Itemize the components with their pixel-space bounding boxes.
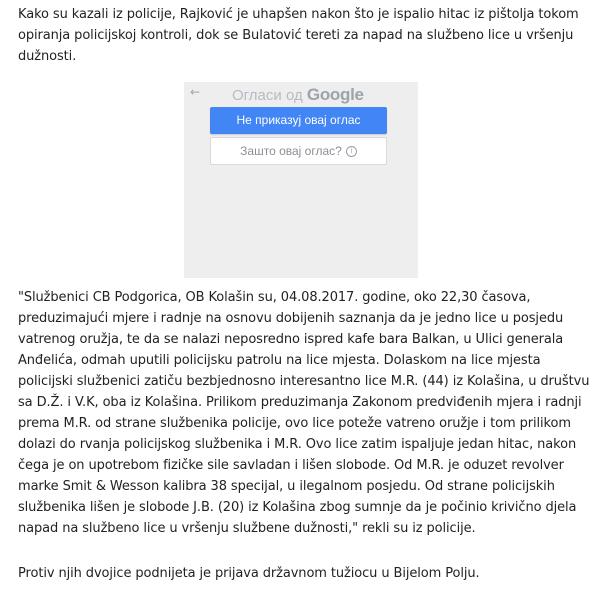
- why-this-ad-label: Зашто овај оглас?: [240, 144, 342, 158]
- hide-ad-button[interactable]: Не приказуј овај оглас: [210, 107, 387, 134]
- ads-by-google-header: [232, 85, 364, 105]
- ads-by-label: Огласи од: [232, 87, 307, 104]
- google-logo: Google: [306, 85, 364, 104]
- info-icon: i: [346, 146, 357, 157]
- back-arrow-icon[interactable]: ←: [189, 85, 201, 99]
- article-paragraph-2: "Službenici CB Podgorica, OB Kolašin su, 04.08.2017. godine, oko 22,30 časova, preduzimajući mjere i radnje na osnovu dobijenih saznanja da je jedno lice u posjedu vatrenog oružja, te da se nalazi neposredno ispred kafe bara Balkan, u Ulici generala Anđelića, odmah uputili policijsku patrolu na lice mjesta. Dolaskom na lice mjesta policijski službenici zatiču bezbjednosno interesantno lice M.R. (44) iz Kolašina, u društvu sa D.Ž. i V.K, oba iz Kolašina. Prilikom preduzimanja Zakonom predviđenih mjera i radnji prema M.R. od strane službenika policije, ovo lice poteže vatreno oružje i tom prilikom dolazi do rvanja policijskog službenika i M.R. Ovo lice zatim ispaljuje jedan hitac, nakon čega je on upotrebom fizičke sile savladan i lišen slobode. Od M.R. je oduzet revolver marke Smit & Wesson kalibra 38 specijal, u ilegalnom posjedu. Od strane policijskih službenika lišen je slobode J.B. (20) iz Kolašina zbog sumnje da je počinio krivično djela napad na službeno lice u vršenju službene dužnosti," rekli su iz policije.: [18, 290, 590, 536]
- article-paragraph-1: Kako su kazali iz policije, Rajković je uhapšen nakon što je ispalio hitac iz pištolja tokom opiranja policijskoj kontroli, dok se Bulatović tereti za napad na službeno lice u vršenju dužnosti.: [18, 7, 579, 64]
- article-paragraph-3: Protiv njih dvojice podnijeta je prijava državnom tužiocu u Bijelom Polju.: [18, 566, 480, 581]
- why-this-ad-button[interactable]: [210, 137, 387, 165]
- ad-settings-panel: [184, 82, 418, 278]
